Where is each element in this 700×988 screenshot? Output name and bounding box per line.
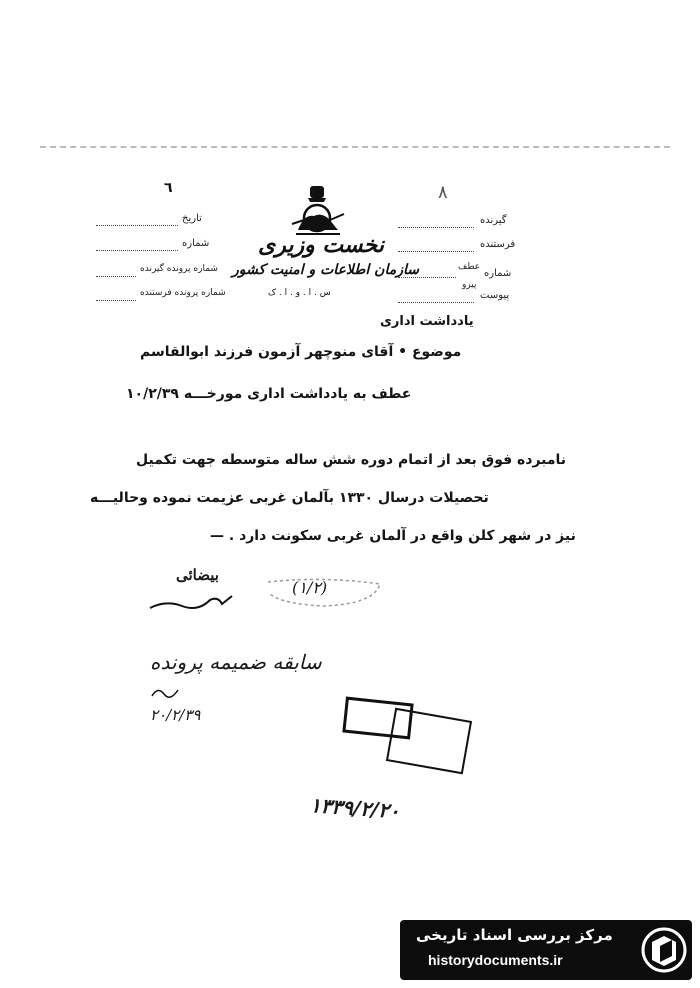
top-right-mark: ۸ <box>438 182 448 203</box>
handwritten-date-small: ۲۰/۲/۳۹ <box>150 706 201 724</box>
corner-mark: ٦ <box>164 180 173 196</box>
right-field-label-sender: فرستنده <box>480 239 516 250</box>
body-line-3: نیز در شهر کلن واقع در آلمان غربی سکونت دارد . — <box>210 528 576 544</box>
document-type: یادداشت اداری <box>380 314 474 329</box>
left-field-label-date: تاریخ <box>182 213 202 224</box>
footer-url: historydocuments.ir <box>428 952 563 968</box>
left-field-line-number <box>96 250 178 251</box>
archive-logo-icon <box>640 926 688 974</box>
right-field-label-recipient: گیرنده <box>480 215 507 226</box>
right-field-extra-top: عطف <box>458 262 481 272</box>
signature-name: بیضائی <box>176 566 219 584</box>
left-field-line-date <box>96 225 178 226</box>
left-field-label-number: شماره <box>182 238 210 249</box>
footer-title: مرکز بررسی اسناد تاریخی <box>416 926 613 944</box>
right-field-line-number <box>398 277 456 278</box>
left-field-label-send-file: شماره پرونده فرستنده <box>140 288 226 298</box>
initial-mark <box>150 684 180 702</box>
scan-dashes <box>40 146 670 148</box>
right-field-line-attachment <box>398 302 474 303</box>
handwritten-note: سابقه ضمیمه پرونده <box>150 650 322 674</box>
header-title: نخست وزیری <box>258 232 384 258</box>
body-line-1: نامبرده فوق بعد از اتمام دوره شش ساله متوسطه جهت تکمیل <box>136 452 567 468</box>
right-field-extra-bottom: پیرو <box>462 280 477 290</box>
signature-mark <box>146 590 236 614</box>
handwritten-number: (۱/۲) <box>292 578 328 597</box>
footer-watermark <box>400 920 692 980</box>
reference-line: عطف به یادداشت اداری مورخـــه ۱۰/۲/۳۹ <box>126 386 412 402</box>
rectangular-stamp-large <box>386 708 472 775</box>
left-field-line-recv-file <box>96 276 136 277</box>
header-subtitle: سازمان اطلاعات و امنیت کشور <box>232 262 419 278</box>
right-field-line-recipient <box>398 227 474 228</box>
right-field-line-sender <box>398 251 474 252</box>
header-code: س . ا . و . ا . ک <box>268 288 331 298</box>
right-field-label-attachment: پیوست <box>480 290 510 301</box>
left-field-line-send-file <box>96 300 136 301</box>
right-field-label-number: شماره <box>484 268 512 279</box>
left-field-label-recv-file: شماره پرونده گیرنده <box>140 264 218 274</box>
subject-line: موضوع • آقای منوچهر آزمون فرزند ابوالقاسم <box>140 344 462 360</box>
handwritten-date-large: ۱۳۳۹/۲/۲۰ <box>309 792 401 824</box>
body-line-2: تحصیلات درسال ۱۳۳۰ بآلمان غربی عزیمت نموده وحالیـــه <box>90 490 489 506</box>
